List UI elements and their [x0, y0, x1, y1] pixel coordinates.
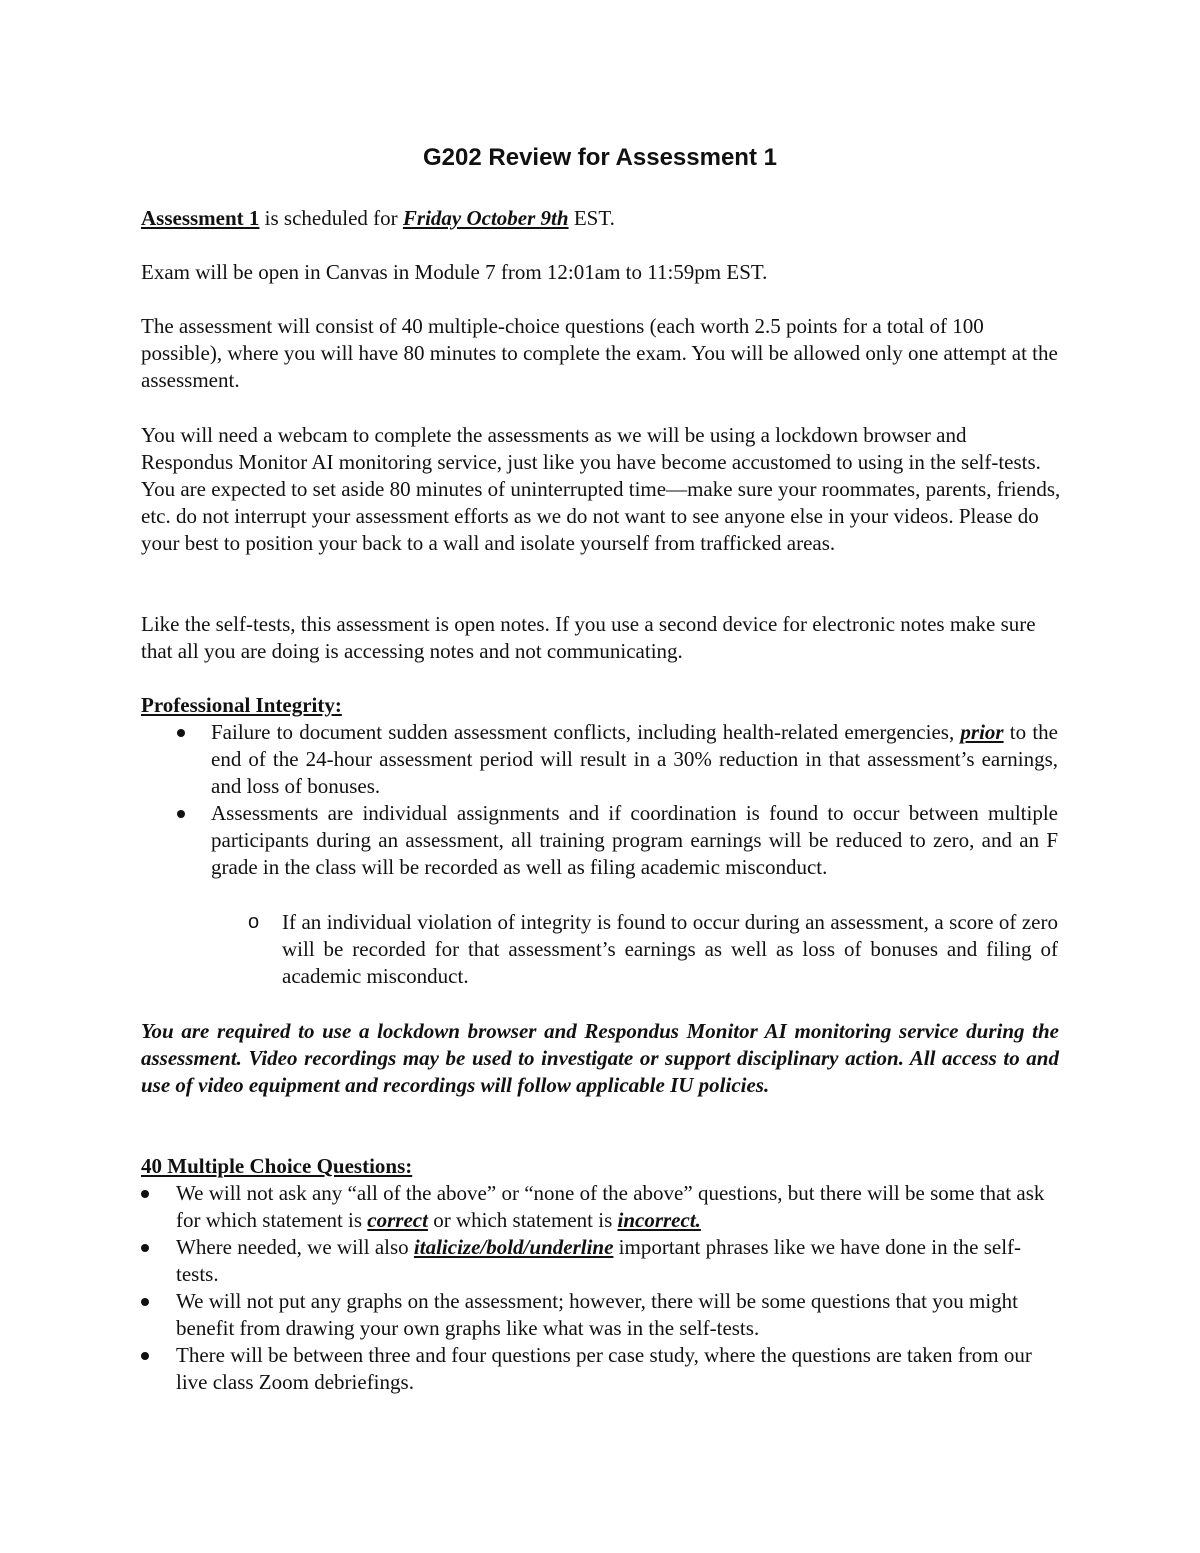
- webcam-paragraph: You will need a webcam to complete the assessments as we will be using a lockdown browser and Respondus Monitor AI monitoring service, just like you have become accustomed to using in the self-tests. You are expected to set aside 80 minutes of uninterrupted time—make sure your roommates, parents, friends, etc. do not interrupt your assessment efforts as we do not want to see anyone else in your videos. Please do your best to position your back to a wall and isolate yourself from trafficked areas.: [141, 423, 1061, 555]
- open-notes-paragraph: Like the self-tests, this assessment is open notes. If you use a second device for electronic notes make sure that all you are doing is accessing notes and not communicating.: [141, 612, 1036, 663]
- bullet-icon: [141, 1190, 149, 1198]
- integrity-heading: [141, 692, 1061, 719]
- mcq-heading: [141, 1153, 1061, 1180]
- exam-open-paragraph: Exam will be open in Canvas in Module 7 from 12:01am to 11:59pm EST.: [141, 260, 768, 284]
- sub-bullet-icon: o: [248, 911, 260, 933]
- mcq-bullet-2: [176, 1234, 1058, 1288]
- bullet-icon: [141, 1298, 149, 1306]
- mcq-bullet-4: There will be between three and four questions per case study, where the questions are taken from our live class Zoom debriefings.: [176, 1343, 1032, 1394]
- page-title: G202 Review for Assessment 1: [423, 144, 777, 171]
- integrity-bullet-1: [211, 719, 1058, 800]
- intro-paragraph: [141, 205, 1061, 232]
- lockdown-notice: You are required to use a lockdown browser and Respondus Monitor AI monitoring service during the assessment. Video recordings may be used to investigate or support disciplinary action. All access to and use of video equipment and recordings will follow applicable IU policies.: [141, 1019, 1059, 1097]
- intro-text-1: is scheduled for: [259, 206, 403, 230]
- formatting-emphasis: italicize/bold/underline: [413, 1235, 614, 1259]
- integrity-heading-text: Professional Integrity:: [141, 693, 342, 717]
- mcq-bullet-3: We will not put any graphs on the assessment; however, there will be some questions that you might benefit from drawing your own graphs like what was in the self-tests.: [176, 1289, 1018, 1340]
- assessment-format-paragraph: The assessment will consist of 40 multiple-choice questions (each worth 2.5 points for a total of 100 possible), where you will have 80 minutes to complete the exam. You will be allowed only one attempt at the assessment.: [141, 314, 1058, 392]
- bullet-icon: [141, 1352, 149, 1360]
- assessment-label: Assessment 1: [141, 206, 260, 230]
- prior-emphasis: prior: [960, 720, 1004, 744]
- intro-text-2: EST.: [568, 206, 615, 230]
- correct-emphasis: correct: [367, 1208, 428, 1232]
- integrity-bullet-2: Assessments are individual assignments and if coordination is found to occur between multiple participants during an assessment, all training program earnings will be reduced to zero, and an F grade in the class will be recorded as well as filing academic misconduct.: [211, 801, 1058, 879]
- mcq-bullet-2-text-end: important phrases like we have done in the self-tests.: [176, 1235, 1022, 1286]
- mcq-bullet-2-text: Where needed, we will also: [176, 1235, 414, 1259]
- integrity-sub-bullet-1: If an individual violation of integrity is found to occur during an assessment, a score of zero will be recorded for that assessment’s earnings as well as loss of bonuses and filing of academic misconduct.: [282, 910, 1058, 988]
- mcq-heading-text: 40 Multiple Choice Questions:: [141, 1154, 413, 1178]
- bullet-icon: [177, 729, 185, 737]
- bullet-icon: [141, 1244, 149, 1252]
- exam-date: Friday October 9th: [402, 206, 569, 230]
- bullet-icon: [177, 810, 185, 818]
- incorrect-emphasis: incorrect.: [617, 1208, 701, 1232]
- mcq-bullet-1: [176, 1180, 1058, 1234]
- integrity-bullet-1-text: Failure to document sudden assessment conflicts, including health-related emergencies,: [211, 720, 961, 744]
- integrity-bullet-1-text-end: to the end of the 24-hour assessment period will result in a 30% reduction in that assessment’s earnings, and loss of bonuses.: [211, 720, 1058, 798]
- mcq-bullet-1-text-mid: or which statement is: [427, 1208, 618, 1232]
- mcq-bullet-1-text: We will not ask any “all of the above” or “none of the above” questions, but there will be some that ask for which statement is: [176, 1181, 1045, 1232]
